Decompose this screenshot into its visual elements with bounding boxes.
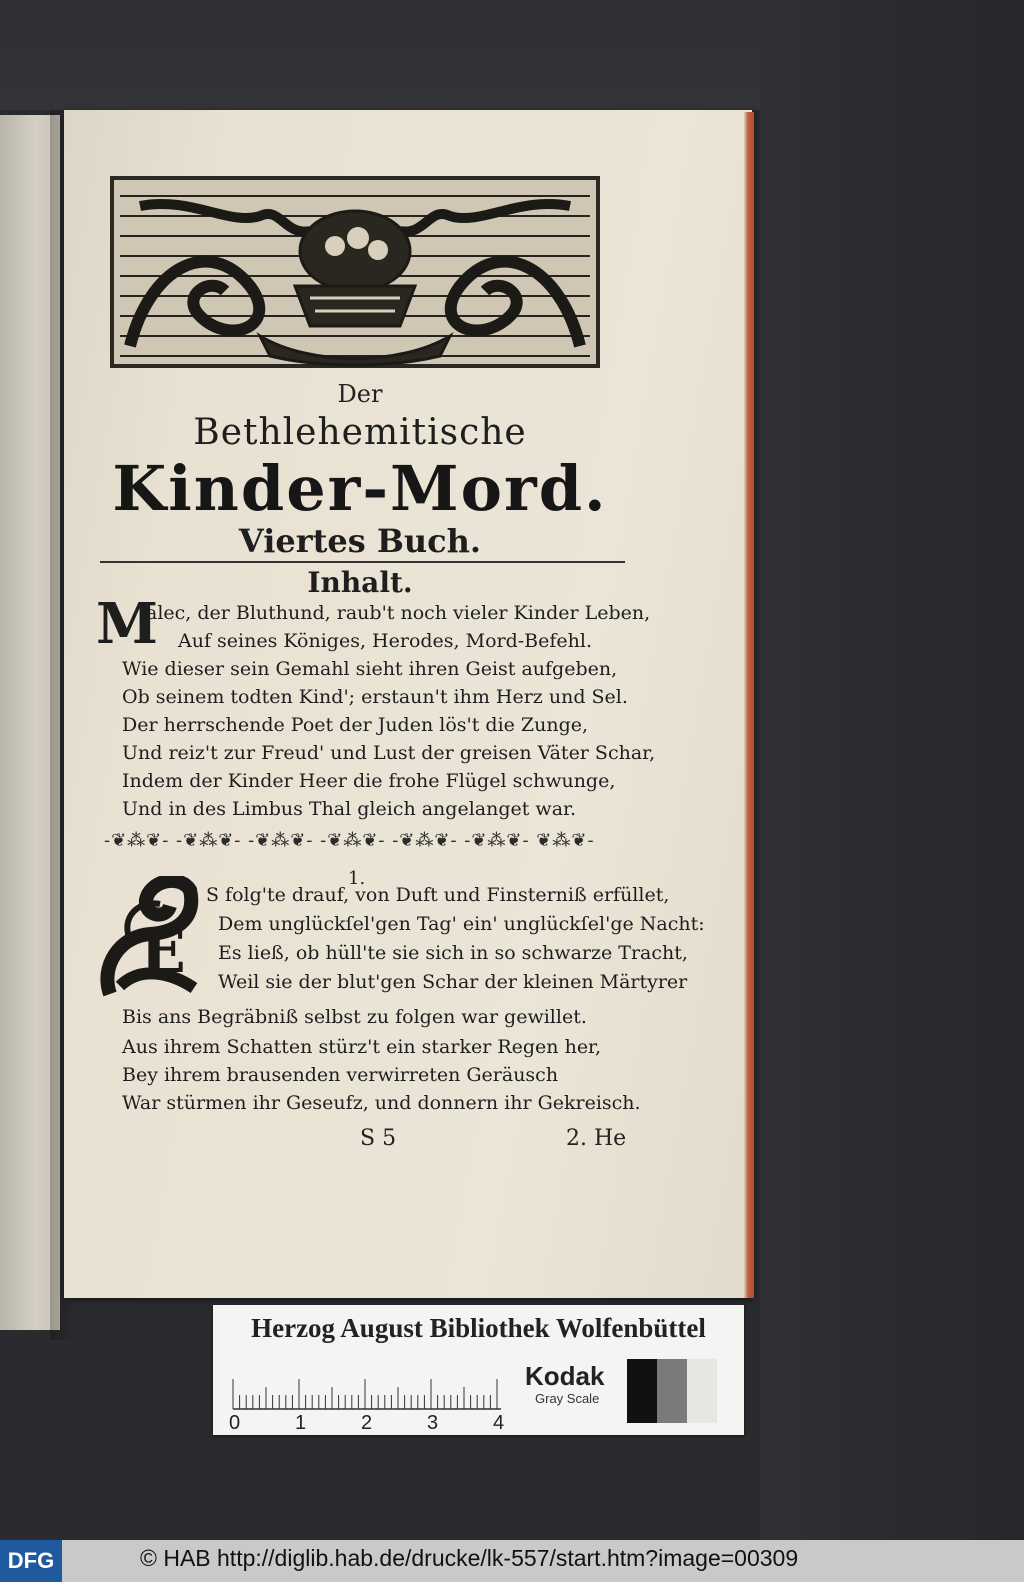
- library-name: Herzog August Bibliothek Wolfenbüttel: [251, 1313, 706, 1343]
- catchword: 2. He: [566, 1126, 627, 1151]
- stanza-number: 1.: [348, 868, 366, 889]
- woodcut-headpiece: [110, 176, 600, 368]
- ruler-label: 0: [229, 1412, 241, 1433]
- gray-patch-white: [687, 1359, 717, 1423]
- inhalt-initial: M: [96, 591, 158, 657]
- svg-text:E: E: [140, 917, 186, 987]
- gray-scale-label: Gray Scale: [535, 1391, 600, 1406]
- inhalt-heading: Inhalt.: [307, 566, 413, 599]
- inhalt-line: Ob seinem todten Kind'; erstaun't ihm Herz und Sel.: [122, 686, 628, 708]
- color-calibration-card: [213, 1305, 744, 1435]
- stanza-line: Bey ihrem brausenden verwirreten Geräusch: [122, 1064, 559, 1086]
- inhalt-line: Und in des Limbus Thal gleich angelanget war.: [122, 798, 577, 820]
- stanza-line: War stürmen ihr Geseufz, und donnern ihr Gekreisch.: [122, 1092, 641, 1114]
- book-title: Viertes Buch.: [238, 522, 482, 560]
- stanza-initial: [100, 876, 204, 1004]
- gray-patch-black: [627, 1359, 657, 1423]
- footer-bar: [0, 1540, 1024, 1582]
- stanza-line: S folg'te drauf, von Duft und Finsterniß erfüllet,: [206, 884, 670, 906]
- stanza-line: Bis ans Begräbniß selbst zu folgen war gewillet.: [122, 1006, 587, 1028]
- page-red-edge: [744, 112, 754, 1298]
- title-der: Der: [337, 380, 383, 408]
- stanza-line: Aus ihrem Schatten stürz't ein starker Regen her,: [122, 1036, 602, 1058]
- stanza-line: Dem unglückſel'gen Tag' ein' unglückſel'ge Nacht:: [218, 913, 705, 935]
- credit-url[interactable]: © HAB http://diglib.hab.de/drucke/lk-557/start.htm?image=00309: [140, 1545, 799, 1571]
- dfg-logo: DFG: [0, 1540, 62, 1582]
- background-right: [760, 0, 1024, 1540]
- inhalt-line: Wie dieser sein Gemahl sieht ihren Geist aufgeben,: [122, 658, 618, 680]
- signature-mark: S 5: [360, 1126, 397, 1151]
- stanza-line: Weil sie der blut'gen Schar der kleinen Märtyrer: [218, 971, 688, 993]
- inhalt-line: Indem der Kinder Heer die frohe Flügel schwunge,: [122, 770, 616, 792]
- ruler-label: 2: [361, 1412, 373, 1433]
- title-bethlehemitische: Bethlehemitische: [193, 412, 527, 453]
- inhalt-line: Auf seines Königes, Herodes, Mord-Befehl.: [178, 630, 593, 652]
- ruler-label: 3: [427, 1412, 439, 1433]
- ornament-rule: -❦⁂❦- -❦⁂❦- -❦⁂❦- -❦⁂❦- -❦⁂❦- -❦⁂❦- ❦⁂❦-: [104, 830, 595, 851]
- inhalt-line: Der herrschende Poet der Juden lös't die Zunge,: [122, 714, 589, 736]
- stanza-line: Es ließ, ob hüll'te sie sich in so schwarze Tracht,: [218, 942, 688, 964]
- inhalt-line: alec, der Bluthund, raub't noch vieler Kinder Leben,: [146, 602, 651, 624]
- ruler-label: 4: [493, 1412, 505, 1433]
- ruler-scale: [227, 1363, 517, 1433]
- inhalt-line: Und reiz't zur Freud' und Lust der greisen Väter Schar,: [122, 742, 656, 764]
- ruler-label: 1: [295, 1412, 307, 1433]
- kodak-brand: Kodak: [525, 1361, 605, 1391]
- title-kinder-mord: Kinder-Mord.: [112, 452, 608, 525]
- title-rule: [100, 561, 625, 563]
- gray-patch-mid: [657, 1359, 687, 1423]
